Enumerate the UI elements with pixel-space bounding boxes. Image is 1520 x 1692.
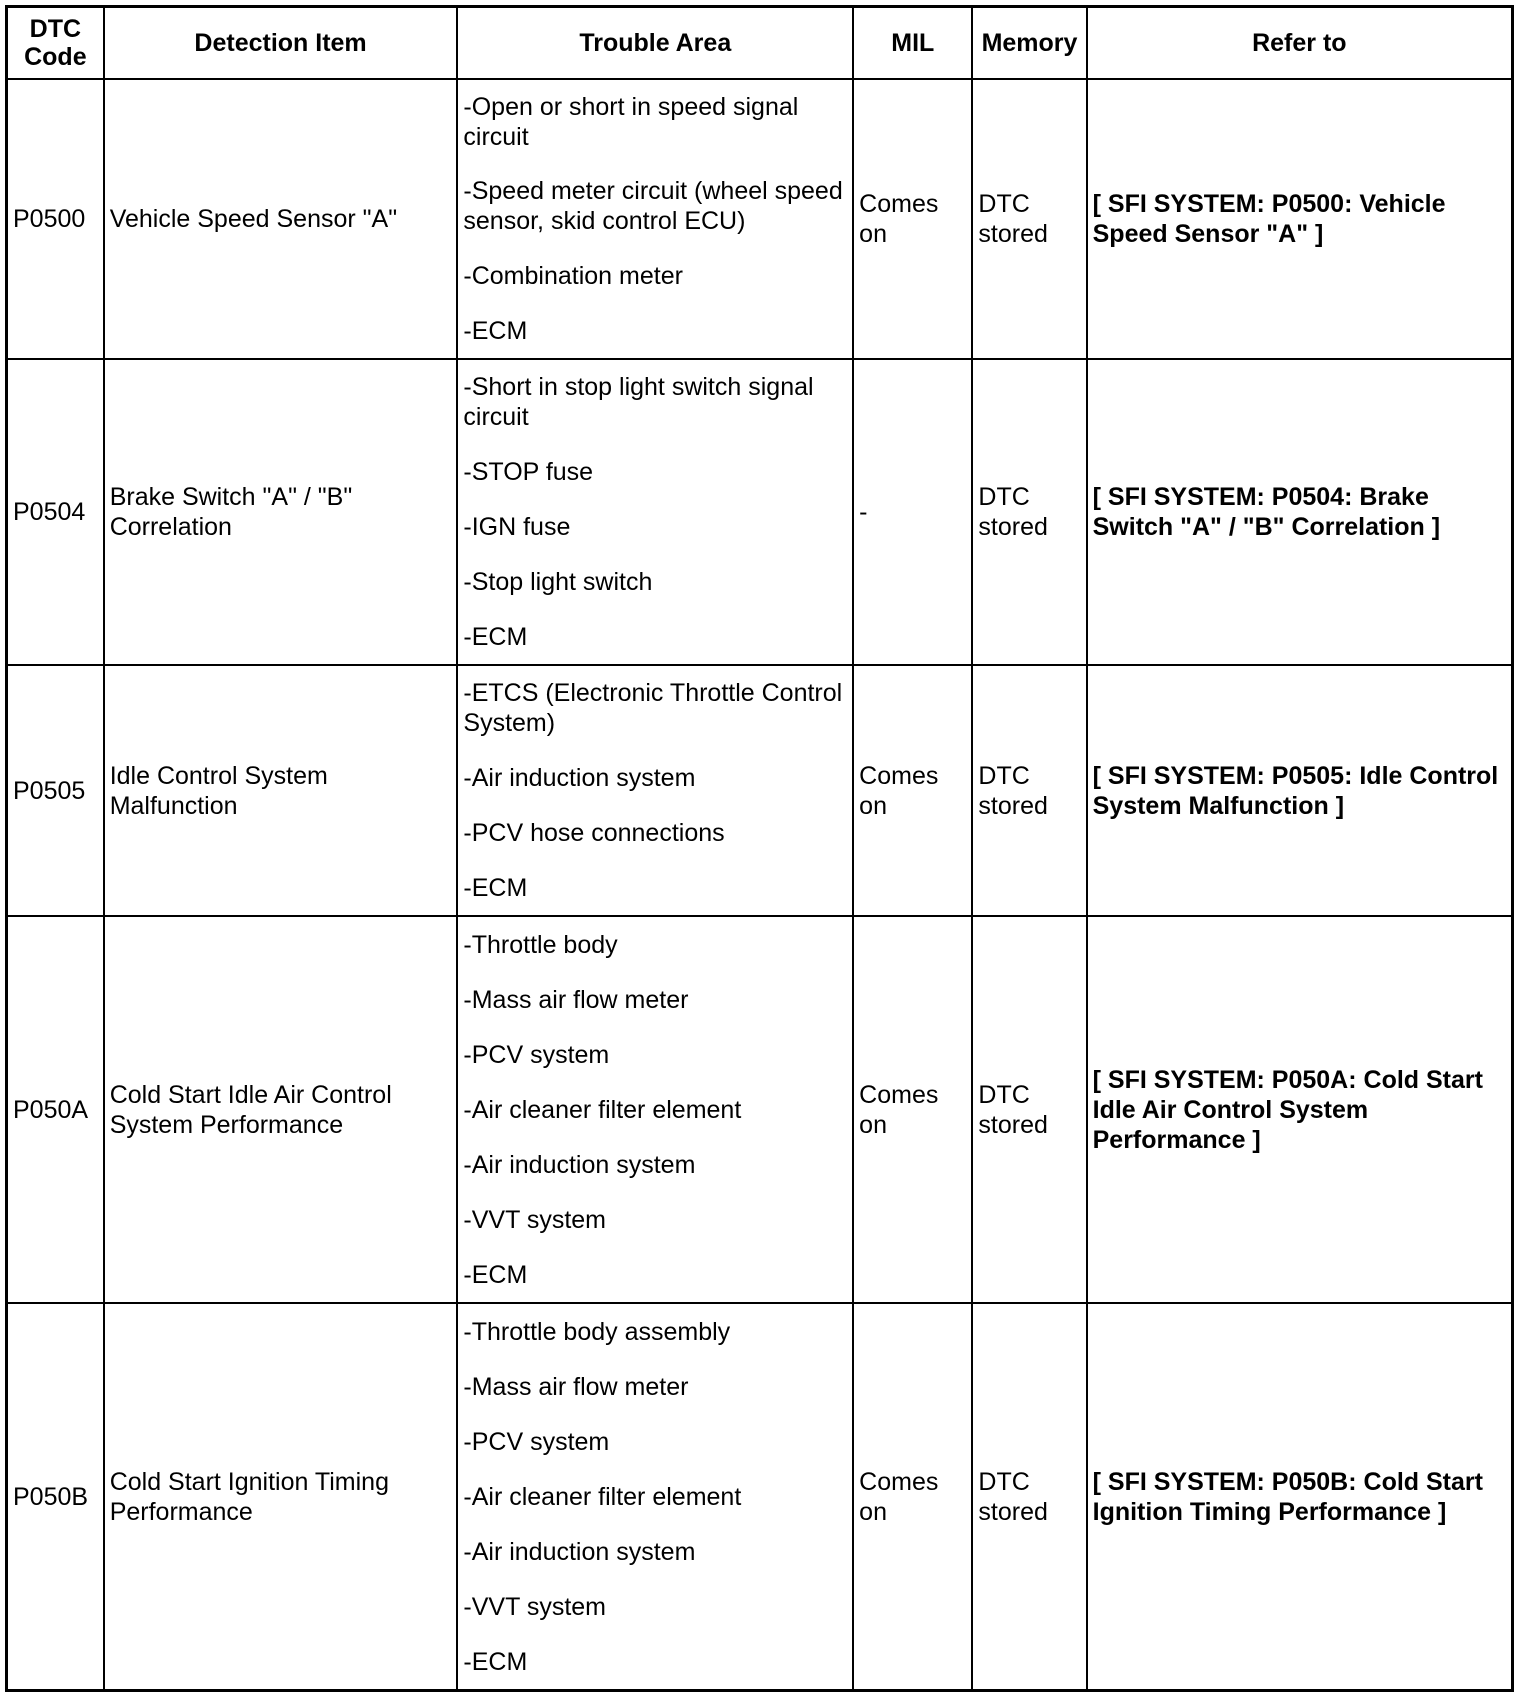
trouble-area-item: -IGN fuse: [463, 512, 571, 541]
trouble-area-item: -Air induction system: [463, 1537, 696, 1566]
trouble-area-item: -Air cleaner filter element: [463, 1095, 742, 1124]
refer-to-link[interactable]: [ SFI SYSTEM: P0505: Idle Control System Malfunction ]: [1087, 665, 1513, 916]
mil-cell: Comes on: [853, 916, 972, 1303]
trouble-area-item: -Short in stop light switch signal circuit: [463, 373, 814, 431]
trouble-area-item: -VVT system: [463, 1592, 607, 1621]
trouble-area-item: -Mass air flow meter: [463, 985, 689, 1014]
detection-item-cell: Brake Switch "A" / "B" Correlation: [104, 359, 458, 665]
table-row: [7, 916, 1513, 1303]
trouble-area-item: -Open or short in speed signal circuit: [463, 93, 799, 151]
dtc-code-cell: P0505: [7, 665, 104, 916]
memory-cell: DTC stored: [972, 79, 1086, 359]
trouble-area-cell: [457, 916, 853, 1303]
trouble-area-item: -Throttle body assembly: [463, 1317, 731, 1346]
trouble-area-item: -Speed meter circuit (wheel speed sensor, skid control ECU): [463, 177, 843, 235]
refer-to-link[interactable]: [ SFI SYSTEM: P0504: Brake Switch "A" / "B" Correlation ]: [1087, 359, 1513, 665]
header-row: [7, 7, 1513, 80]
trouble-area-cell: [457, 359, 853, 665]
trouble-area-item: -VVT system: [463, 1205, 607, 1234]
header-mil: MIL: [853, 7, 972, 80]
dtc-code-cell: P050A: [7, 916, 104, 1303]
dtc-code-cell: P0500: [7, 79, 104, 359]
trouble-area-item: -PCV hose connections: [463, 818, 725, 847]
refer-to-link[interactable]: [ SFI SYSTEM: P0500: Vehicle Speed Sensor "A" ]: [1087, 79, 1513, 359]
header-dtc-code-line1: DTC: [29, 15, 82, 43]
trouble-area-cell: [457, 79, 853, 359]
header-detection-item: Detection Item: [104, 7, 458, 80]
mil-cell: Comes on: [853, 79, 972, 359]
trouble-area-item: -Throttle body: [463, 930, 618, 959]
memory-cell: DTC stored: [972, 1303, 1086, 1691]
mil-cell: Comes on: [853, 1303, 972, 1691]
header-refer-to: Refer to: [1087, 7, 1513, 80]
detection-item-cell: Cold Start Ignition Timing Performance: [104, 1303, 458, 1691]
dtc-code-cell: P050B: [7, 1303, 104, 1691]
memory-cell: DTC stored: [972, 916, 1086, 1303]
mil-cell: -: [853, 359, 972, 665]
header-dtc-code: [7, 7, 104, 80]
table-row: [7, 1303, 1513, 1691]
refer-to-link[interactable]: [ SFI SYSTEM: P050A: Cold Start Idle Air Control System Performance ]: [1087, 916, 1513, 1303]
table-row: [7, 665, 1513, 916]
trouble-area-item: -ECM: [463, 622, 528, 651]
memory-cell: DTC stored: [972, 665, 1086, 916]
trouble-area-item: -Stop light switch: [463, 567, 653, 596]
trouble-area-item: -ETCS (Electronic Throttle Control System): [463, 679, 843, 737]
trouble-area-item: -STOP fuse: [463, 457, 594, 486]
detection-item-cell: Cold Start Idle Air Control System Performance: [104, 916, 458, 1303]
trouble-area-item: -ECM: [463, 316, 528, 345]
refer-to-link[interactable]: [ SFI SYSTEM: P050B: Cold Start Ignition Timing Performance ]: [1087, 1303, 1513, 1691]
mil-cell: Comes on: [853, 665, 972, 916]
trouble-area-item: -Air cleaner filter element: [463, 1482, 742, 1511]
trouble-area-item: -Air induction system: [463, 763, 696, 792]
trouble-area-item: -ECM: [463, 1647, 528, 1676]
dtc-table: [5, 5, 1514, 1692]
trouble-area-cell: [457, 665, 853, 916]
header-trouble-area: Trouble Area: [457, 7, 853, 80]
trouble-area-item: -Mass air flow meter: [463, 1372, 689, 1401]
trouble-area-item: -ECM: [463, 873, 528, 902]
memory-cell: DTC stored: [972, 359, 1086, 665]
trouble-area-item: -PCV system: [463, 1427, 610, 1456]
trouble-area-cell: [457, 1303, 853, 1691]
table-row: [7, 359, 1513, 665]
trouble-area-item: -Combination meter: [463, 261, 683, 290]
trouble-area-item: -ECM: [463, 1260, 528, 1289]
dtc-code-cell: P0504: [7, 359, 104, 665]
table-row: [7, 79, 1513, 359]
detection-item-cell: Vehicle Speed Sensor "A": [104, 79, 458, 359]
detection-item-cell: Idle Control System Malfunction: [104, 665, 458, 916]
header-dtc-code-line2: Code: [24, 43, 87, 71]
header-memory: Memory: [972, 7, 1086, 80]
trouble-area-item: -Air induction system: [463, 1150, 696, 1179]
trouble-area-item: -PCV system: [463, 1040, 610, 1069]
